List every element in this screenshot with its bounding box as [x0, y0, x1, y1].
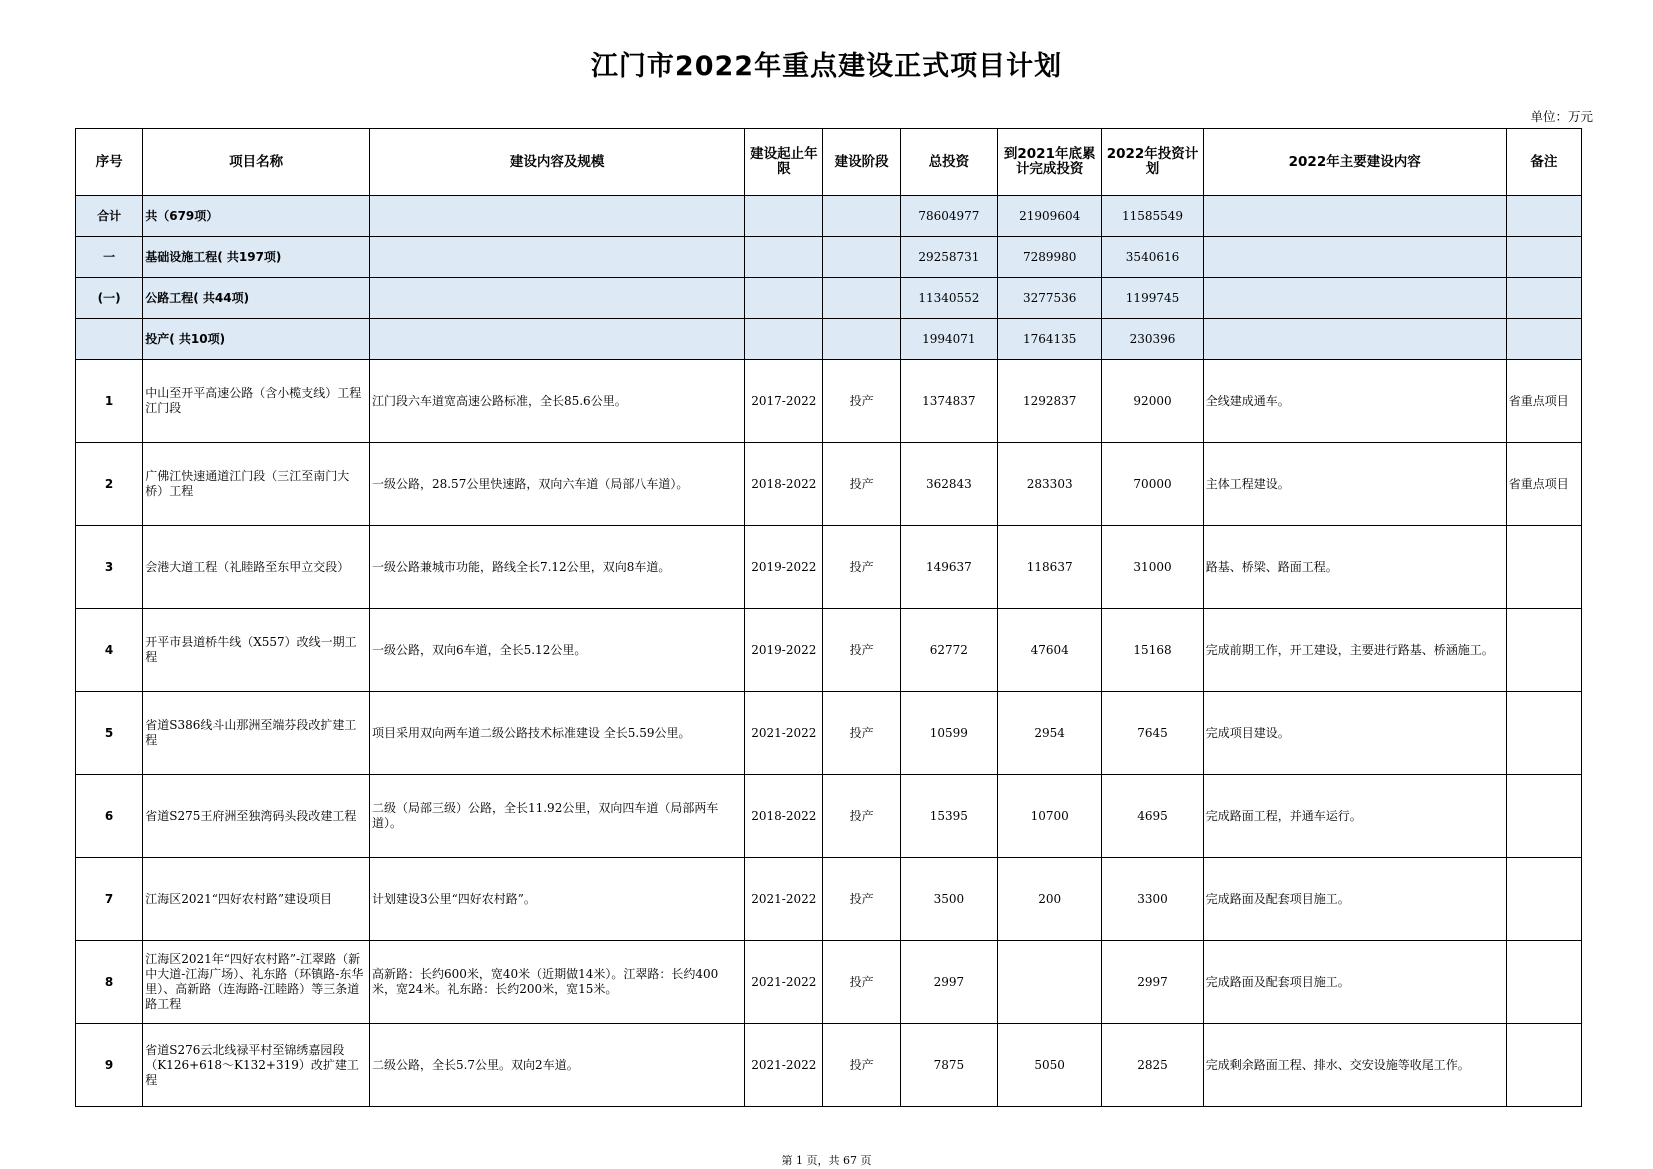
row-project-name: 会港大道工程（礼睦路至东甲立交段）	[143, 526, 370, 609]
row-plan2022: 92000	[1102, 360, 1203, 443]
row-note	[1506, 609, 1581, 692]
summary-seq	[76, 319, 143, 360]
row-note	[1506, 941, 1581, 1024]
summary-scope	[369, 237, 744, 278]
summary-stage	[823, 196, 900, 237]
summary-stage	[823, 319, 900, 360]
row-content2022: 完成路面工程，并通车运行。	[1203, 775, 1506, 858]
table-row	[76, 1024, 1582, 1107]
row-scope: 江门段六车道宽高速公路标准，全长85.6公里。	[369, 360, 744, 443]
row-stage: 投产	[823, 1024, 900, 1107]
summary-name: 投产( 共10项)	[143, 319, 370, 360]
row-period: 2021-2022	[745, 692, 823, 775]
summary-period	[745, 319, 823, 360]
summary-cumulative: 1764135	[998, 319, 1102, 360]
summary-row-infrastructure	[76, 237, 1582, 278]
row-project-name: 江海区2021年“四好农村路”-江翠路（新中大道-江海广场）、礼东路（环镇路-东华里）、高新路（连海路-江睦路）等三条道路工程	[143, 941, 370, 1024]
row-note	[1506, 1024, 1581, 1107]
summary-total: 78604977	[900, 196, 997, 237]
summary-cumulative: 3277536	[998, 278, 1102, 319]
row-content2022: 完成项目建设。	[1203, 692, 1506, 775]
row-stage: 投产	[823, 360, 900, 443]
row-scope: 一级公路，双向6车道，全长5.12公里。	[369, 609, 744, 692]
row-project-name: 广佛江快速通道江门段（三江至南门大桥）工程	[143, 443, 370, 526]
row-plan2022: 15168	[1102, 609, 1203, 692]
row-project-name: 省道S276云北线禄平村至锦绣嘉园段（K126+618～K132+319）改扩建工程	[143, 1024, 370, 1107]
row-total: 362843	[900, 443, 997, 526]
page-footer: 第 1 页，共 67 页	[781, 1154, 872, 1167]
header-seq: 序号	[76, 129, 143, 196]
summary-scope	[369, 196, 744, 237]
row-plan2022: 70000	[1102, 443, 1203, 526]
summary-plan2022: 230396	[1102, 319, 1203, 360]
row-total: 149637	[900, 526, 997, 609]
row-project-name: 中山至开平高速公路（含小榄支线）工程江门段	[143, 360, 370, 443]
summary-content2022	[1203, 319, 1506, 360]
table-row	[76, 858, 1582, 941]
row-note	[1506, 692, 1581, 775]
row-seq: 7	[76, 858, 143, 941]
row-stage: 投产	[823, 609, 900, 692]
row-seq: 4	[76, 609, 143, 692]
summary-content2022	[1203, 196, 1506, 237]
summary-note	[1506, 278, 1581, 319]
row-total: 62772	[900, 609, 997, 692]
row-period: 2021-2022	[745, 1024, 823, 1107]
row-period: 2018-2022	[745, 443, 823, 526]
header-period: 建设起止年限	[745, 129, 823, 196]
row-note	[1506, 775, 1581, 858]
summary-content2022	[1203, 278, 1506, 319]
header-scope: 建设内容及规模	[369, 129, 744, 196]
row-cumulative: 1292837	[998, 360, 1102, 443]
summary-content2022	[1203, 237, 1506, 278]
row-note: 省重点项目	[1506, 360, 1581, 443]
summary-note	[1506, 319, 1581, 360]
summary-seq: 合计	[76, 196, 143, 237]
summary-plan2022: 3540616	[1102, 237, 1203, 278]
row-seq: 9	[76, 1024, 143, 1107]
summary-seq: 一	[76, 237, 143, 278]
row-scope: 二级公路，全长5.7公里。双向2车道。	[369, 1024, 744, 1107]
summary-row-highway	[76, 278, 1582, 319]
row-period: 2021-2022	[745, 941, 823, 1024]
unit-label: 单位：万元	[1530, 109, 1593, 124]
summary-plan2022: 1199745	[1102, 278, 1203, 319]
row-period: 2017-2022	[745, 360, 823, 443]
row-seq: 1	[76, 360, 143, 443]
header-row	[76, 129, 1582, 196]
row-content2022: 主体工程建设。	[1203, 443, 1506, 526]
row-total: 3500	[900, 858, 997, 941]
row-stage: 投产	[823, 692, 900, 775]
row-project-name: 江海区2021“四好农村路”建设项目	[143, 858, 370, 941]
project-plan-table	[75, 128, 1582, 1107]
row-content2022: 完成路面及配套项目施工。	[1203, 858, 1506, 941]
summary-cumulative: 7289980	[998, 237, 1102, 278]
summary-name: 公路工程( 共44项)	[143, 278, 370, 319]
row-project-name: 省道S275王府洲至独湾码头段改建工程	[143, 775, 370, 858]
summary-note	[1506, 237, 1581, 278]
row-cumulative: 283303	[998, 443, 1102, 526]
row-project-name: 省道S386线斗山那洲至端芬段改扩建工程	[143, 692, 370, 775]
row-stage: 投产	[823, 941, 900, 1024]
row-stage: 投产	[823, 775, 900, 858]
project-rows	[76, 360, 1582, 1107]
row-total: 7875	[900, 1024, 997, 1107]
row-cumulative: 118637	[998, 526, 1102, 609]
summary-total: 29258731	[900, 237, 997, 278]
summary-scope	[369, 319, 744, 360]
row-period: 2019-2022	[745, 609, 823, 692]
row-note	[1506, 526, 1581, 609]
row-stage: 投产	[823, 526, 900, 609]
summary-plan2022: 11585549	[1102, 196, 1203, 237]
summary-stage	[823, 278, 900, 319]
header-content2022: 2022年主要建设内容	[1203, 129, 1506, 196]
row-seq: 6	[76, 775, 143, 858]
summary-name: 共（679项）	[143, 196, 370, 237]
row-cumulative: 47604	[998, 609, 1102, 692]
table-row	[76, 360, 1582, 443]
row-plan2022: 4695	[1102, 775, 1203, 858]
row-content2022: 路基、桥梁、路面工程。	[1203, 526, 1506, 609]
row-content2022: 全线建成通车。	[1203, 360, 1506, 443]
table-row	[76, 775, 1582, 858]
table-row	[76, 443, 1582, 526]
row-seq: 2	[76, 443, 143, 526]
row-note: 省重点项目	[1506, 443, 1581, 526]
row-scope: 高新路：长约600米，宽40米（近期做14米）。江翠路：长约400米，宽24米。礼东路：长约200米，宽15米。	[369, 941, 744, 1024]
summary-period	[745, 278, 823, 319]
row-content2022: 完成剩余路面工程、排水、交安设施等收尾工作。	[1203, 1024, 1506, 1107]
row-total: 2997	[900, 941, 997, 1024]
row-scope: 一级公路，28.57公里快速路，双向六车道（局部八车道）。	[369, 443, 744, 526]
row-cumulative: 200	[998, 858, 1102, 941]
row-cumulative: 5050	[998, 1024, 1102, 1107]
summary-row-total	[76, 196, 1582, 237]
row-stage: 投产	[823, 443, 900, 526]
table-row	[76, 941, 1582, 1024]
page-title: 江门市2022年重点建设正式项目计划	[590, 51, 1063, 82]
row-seq: 5	[76, 692, 143, 775]
row-plan2022: 2997	[1102, 941, 1203, 1024]
summary-period	[745, 237, 823, 278]
row-scope: 项目采用双向两车道二级公路技术标准建设 全长5.59公里。	[369, 692, 744, 775]
row-cumulative: 2954	[998, 692, 1102, 775]
row-stage: 投产	[823, 858, 900, 941]
row-note	[1506, 858, 1581, 941]
summary-row-in-production	[76, 319, 1582, 360]
row-total: 1374837	[900, 360, 997, 443]
header-note: 备注	[1506, 129, 1581, 196]
summary-note	[1506, 196, 1581, 237]
row-total: 10599	[900, 692, 997, 775]
summary-stage	[823, 237, 900, 278]
row-seq: 8	[76, 941, 143, 1024]
row-period: 2019-2022	[745, 526, 823, 609]
row-cumulative	[998, 941, 1102, 1024]
header-name: 项目名称	[143, 129, 370, 196]
row-total: 15395	[900, 775, 997, 858]
row-period: 2018-2022	[745, 775, 823, 858]
row-scope: 计划建设3公里“四好农村路”。	[369, 858, 744, 941]
summary-period	[745, 196, 823, 237]
table-row	[76, 692, 1582, 775]
summary-total: 1994071	[900, 319, 997, 360]
row-plan2022: 31000	[1102, 526, 1203, 609]
header-stage: 建设阶段	[823, 129, 900, 196]
header-plan2022: 2022年投资计划	[1102, 129, 1203, 196]
summary-cumulative: 21909604	[998, 196, 1102, 237]
summary-seq: (一)	[76, 278, 143, 319]
row-content2022: 完成路面及配套项目施工。	[1203, 941, 1506, 1024]
row-seq: 3	[76, 526, 143, 609]
row-scope: 一级公路兼城市功能，路线全长7.12公里，双向8车道。	[369, 526, 744, 609]
row-period: 2021-2022	[745, 858, 823, 941]
table-row	[76, 609, 1582, 692]
header-cumulative: 到2021年底累计完成投资	[998, 129, 1102, 196]
row-content2022: 完成前期工作，开工建设，主要进行路基、桥涵施工。	[1203, 609, 1506, 692]
row-project-name: 开平市县道桥牛线（X557）改线一期工程	[143, 609, 370, 692]
row-plan2022: 2825	[1102, 1024, 1203, 1107]
row-plan2022: 3300	[1102, 858, 1203, 941]
header-total: 总投资	[900, 129, 997, 196]
row-cumulative: 10700	[998, 775, 1102, 858]
summary-name: 基础设施工程( 共197项)	[143, 237, 370, 278]
row-plan2022: 7645	[1102, 692, 1203, 775]
summary-scope	[369, 278, 744, 319]
summary-total: 11340552	[900, 278, 997, 319]
table-row	[76, 526, 1582, 609]
row-scope: 二级（局部三级）公路，全长11.92公里，双向四车道（局部两车道）。	[369, 775, 744, 858]
